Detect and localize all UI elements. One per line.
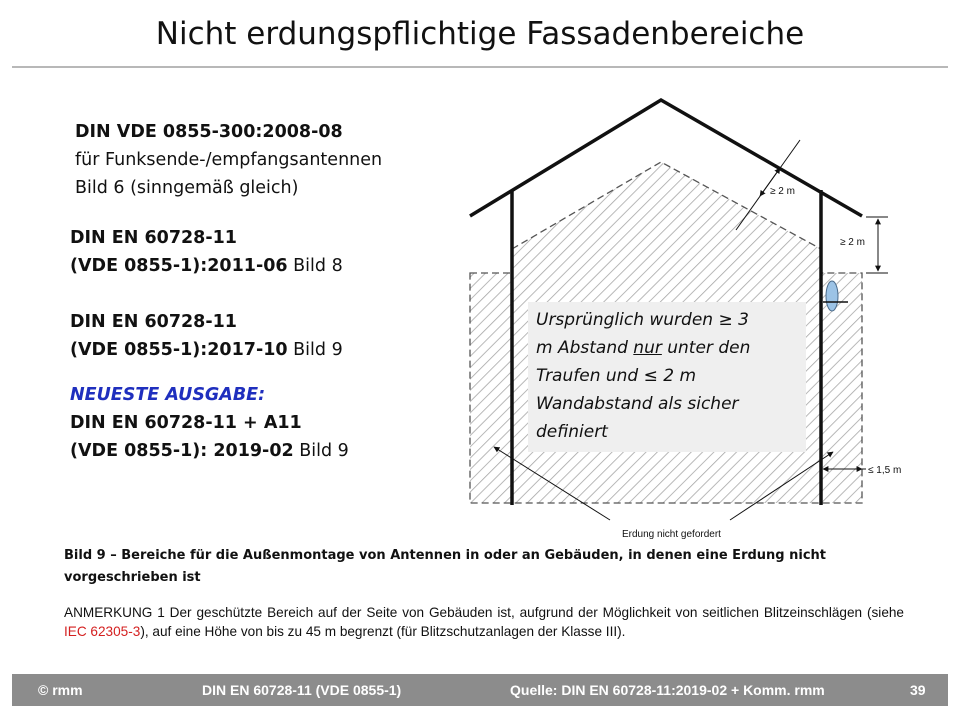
historic-note-callout <box>528 302 806 452</box>
note-text-end: ), auf eine Höhe von bis zu 45 m begrenzt (für Blitzschutzanlagen der Klasse III). <box>140 624 626 639</box>
note-reference-link: IEC 62305-3 <box>64 624 141 639</box>
ref-en2019-figure: Bild 9 <box>299 441 349 461</box>
callout-emphasis: nur <box>633 338 662 358</box>
ref-vde-standard: DIN VDE 0855-300:2008-08 <box>75 122 343 142</box>
ground-not-required-label: Erdung nicht gefordert <box>622 529 721 540</box>
footer-source: Quelle: DIN EN 60728-11:2019-02 + Komm. rmm <box>510 682 825 698</box>
callout-line-5: definiert <box>536 422 608 442</box>
footer-page-number: 39 <box>910 682 926 698</box>
ref-en2011-version: (VDE 0855-1):2011-06 <box>70 256 288 276</box>
standard-note <box>64 603 904 641</box>
ref-en2017-figure: Bild 9 <box>293 340 343 360</box>
wall-distance-label: ≤ 1,5 m <box>868 465 902 476</box>
footer-copyright: © rmm <box>38 682 83 698</box>
slide-title: Nicht erdungspflichtige Fassadenbereiche <box>155 16 805 52</box>
callout-line-2 <box>536 334 750 362</box>
eave-distance-label: ≥ 2 m <box>840 237 865 248</box>
ref-en2019-version: (VDE 0855-1): 2019-02 <box>70 441 294 461</box>
ref-en2011-figure: Bild 8 <box>293 256 343 276</box>
ref-en2017-standard: DIN EN 60728-11 <box>70 312 237 332</box>
newest-edition-label: NEUESTE AUSGABE: <box>70 385 266 405</box>
ref-en2011-standard: DIN EN 60728-11 <box>70 228 237 248</box>
callout-line-2-end: unter den <box>661 338 751 358</box>
ref-en2019-standard: DIN EN 60728-11 + A11 <box>70 413 302 433</box>
callout-line-3: Traufen und ≤ 2 m <box>536 366 697 386</box>
callout-line-4: Wandabstand als sicher <box>536 394 739 414</box>
ref-vde-figure: Bild 6 (sinngemäß gleich) <box>75 178 299 198</box>
note-text-start: ANMERKUNG 1 Der geschützte Bereich auf der Seite von Gebäuden ist, aufgrund der Möglichkeit von seitlichen Blitzeinschlägen (siehe <box>64 605 904 620</box>
footer-standard: DIN EN 60728-11 (VDE 0855-1) <box>202 682 402 698</box>
ref-vde-description: für Funksende-/empfangsantennen <box>75 150 383 170</box>
figure-caption <box>64 545 904 589</box>
callout-text <box>536 306 750 446</box>
caption-line-1: Bild 9 – Bereiche für die Außenmontage von Antennen in oder an Gebäuden, in denen eine Erdung nicht <box>64 548 827 563</box>
callout-line-2-start: m Abstand <box>536 338 634 358</box>
ref-en2017-version: (VDE 0855-1):2017-10 <box>70 340 288 360</box>
slide-footer <box>12 674 948 706</box>
roof-distance-label: ≥ 2 m <box>770 186 795 197</box>
callout-line-1: Ursprünglich wurden ≥ 3 <box>536 310 749 330</box>
antenna-dish <box>826 281 838 311</box>
caption-line-2: vorgeschrieben ist <box>64 570 201 585</box>
